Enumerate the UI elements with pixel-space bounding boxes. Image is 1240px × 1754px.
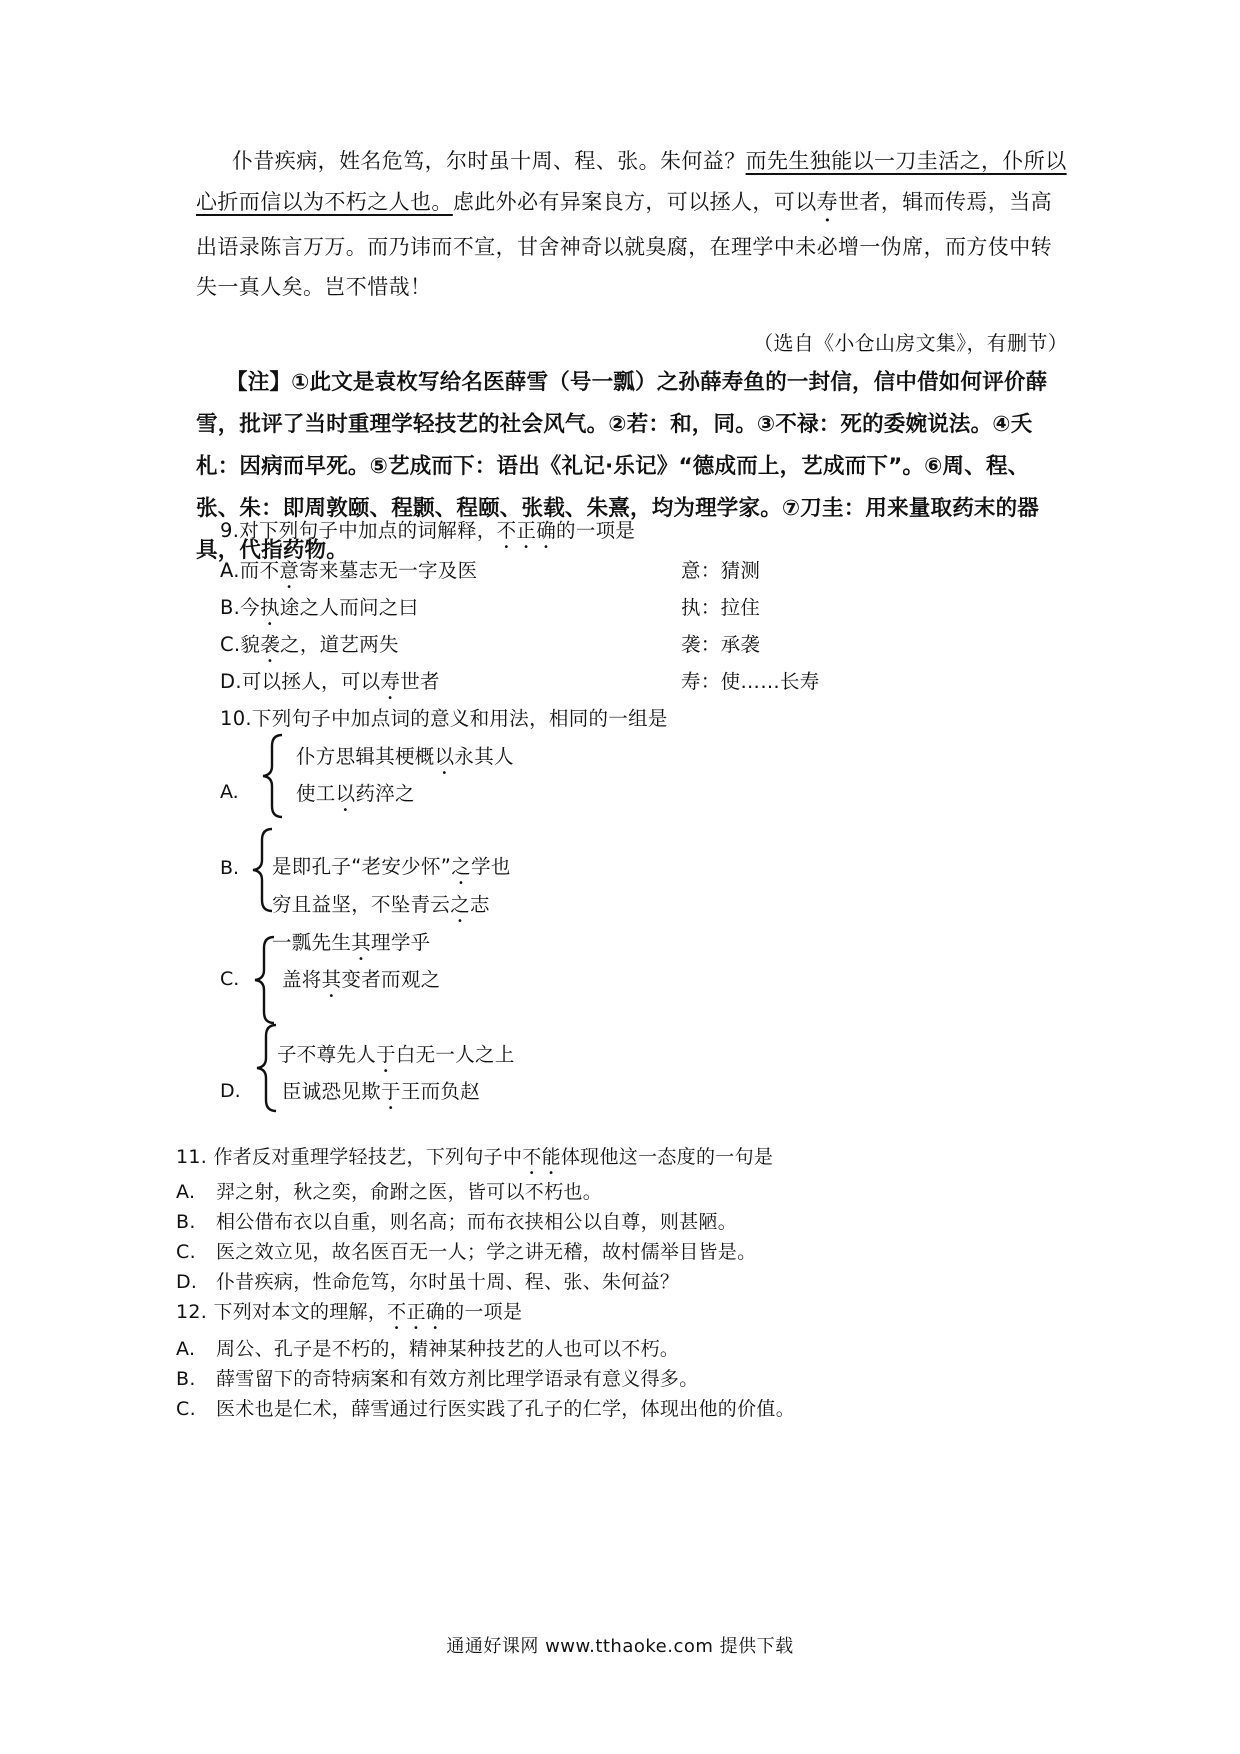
q12-option-a: A. 周公、孔子是不朽的，精神某种技艺的人也可以不朽。 bbox=[176, 1338, 680, 1360]
passage-paragraph bbox=[196, 141, 1068, 308]
passage-underlined-sentence: 而先生独能以一刀圭活之，仆所以心折而信以为不朽之人也。 bbox=[196, 149, 1067, 214]
q12-option-b: B. 薛雪留下的奇特病案和有效方剂比理学语录有意义得多。 bbox=[176, 1368, 699, 1390]
q9-option-d: D.可以拯人，可以寿世者 bbox=[220, 670, 440, 693]
q9-option-c: C.貌袭之，道艺两失 bbox=[220, 633, 399, 656]
passage-text-post: 世者，辑而传焉，当高出语录陈言万万。而乃讳而不宣，甘舍神奇以就臭腐，在理学中未必增一伪席，而方伎中转失一真人矣。岂不惜哉！ bbox=[196, 189, 1053, 299]
q11-option-c: C. 医之效立见，故名医百无一人；学之讲无稽，故村儒举目皆是。 bbox=[176, 1241, 757, 1263]
q10-group-a-sentence-1: 仆方思辑其梗概以永其人 bbox=[296, 745, 514, 768]
q10-group-c-sentence-2: 盖将其变者而观之 bbox=[282, 968, 441, 991]
q10-group-d-sentence-2: 臣诚恐见欺于王而负赵 bbox=[282, 1080, 481, 1103]
q10-group-c-sentence-1: 一瓢先生其理学乎 bbox=[272, 931, 431, 954]
q10-group-a-sentence-2: 使工以药淬之 bbox=[296, 782, 415, 805]
q10-group-b-sentence-2: 穷且益坚，不坠青云之志 bbox=[272, 893, 490, 916]
q12-option-c: C. 医术也是仁术，薛雪通过行医实践了孔子的仁学，体现出他的价值。 bbox=[176, 1398, 796, 1420]
q10-group-a-label: A. bbox=[220, 781, 239, 803]
q10-group-b-label: B. bbox=[220, 857, 240, 879]
question-9-stem bbox=[220, 516, 635, 553]
q10-group-d-label: D. bbox=[220, 1080, 241, 1102]
q9-option-a-meaning: 意：猜测 bbox=[681, 559, 761, 582]
annotation-note-text: 【注】①此文是袁枚写给名医薛雪（号一瓢）之孙薛寿鱼的一封信，信中借如何评价薛雪，批评了当时重理学轻技艺的社会风气。②若：和，同。③不禄：死的委婉说法。④夭札：因病而早死。⑤艺成而下：语出《礼记·乐记》“德成而上，艺成而下”。⑥周、程、张、朱：即周敦颐、程颢、程颐、张载、朱熹，均为理学家。⑦刀圭：用来量取药末的器具，代指药物。 bbox=[196, 370, 1048, 563]
q9-option-c-meaning: 袭：承袭 bbox=[681, 633, 761, 656]
q11-option-d: D. 仆昔疾病，性命危笃，尔时虽十周、程、张、朱何益？ bbox=[176, 1271, 680, 1293]
question-12-stem: 12. 下列对本文的理解，不正确的一项是 bbox=[176, 1301, 523, 1323]
q9-stem-post: 的一项是 bbox=[556, 519, 636, 542]
q10-group-c-label: C. bbox=[220, 968, 240, 990]
q9-stem-pre: 9.对下列句子中加点的词解释， bbox=[220, 519, 497, 542]
q10-group-b-sentence-1: 是即孔子“老安少怀”之学也 bbox=[272, 855, 511, 878]
q10-group-a-brace bbox=[258, 732, 288, 820]
q11-option-a: A. 羿之射，秋之奕，俞跗之医，皆可以不朽也。 bbox=[176, 1181, 603, 1203]
question-10-stem: 10.下列句子中加点词的意义和用法，相同的一组是 bbox=[220, 707, 668, 730]
question-11-stem: 11. 作者反对重理学轻技艺，下列句子中不能体现他这一态度的一句是 bbox=[176, 1146, 774, 1168]
q9-option-a: A.而不意寄来墓志无一字及医 bbox=[220, 559, 478, 582]
q9-stem-emphasis: 不正确 bbox=[496, 519, 557, 542]
q9-option-d-meaning: 寿：使……长寿 bbox=[681, 670, 820, 693]
passage-dotted-word: 寿 bbox=[816, 189, 839, 214]
q9-option-b-meaning: 执：拉住 bbox=[681, 596, 761, 619]
source-citation: （选自《小仓山房文集》，有删节） bbox=[753, 331, 1068, 355]
footer-download-note: 通通好课网 www.tthaoke.com 提供下载 bbox=[446, 1636, 794, 1657]
passage-text-mid: 虑此外必有异案良方，可以拯人，可以 bbox=[452, 189, 817, 214]
q10-group-d-sentence-1: 子不尊先人于白无一人之上 bbox=[277, 1043, 515, 1066]
q11-option-b: B. 相公借布衣以自重，则名高；而布衣挟相公以自尊，则甚陋。 bbox=[176, 1211, 738, 1233]
q9-option-b: B.今执途之人而问之曰 bbox=[220, 596, 419, 619]
passage-text-pre: 仆昔疾病，姓名危笃，尔时虽十周、程、张。朱何益？ bbox=[232, 149, 746, 173]
